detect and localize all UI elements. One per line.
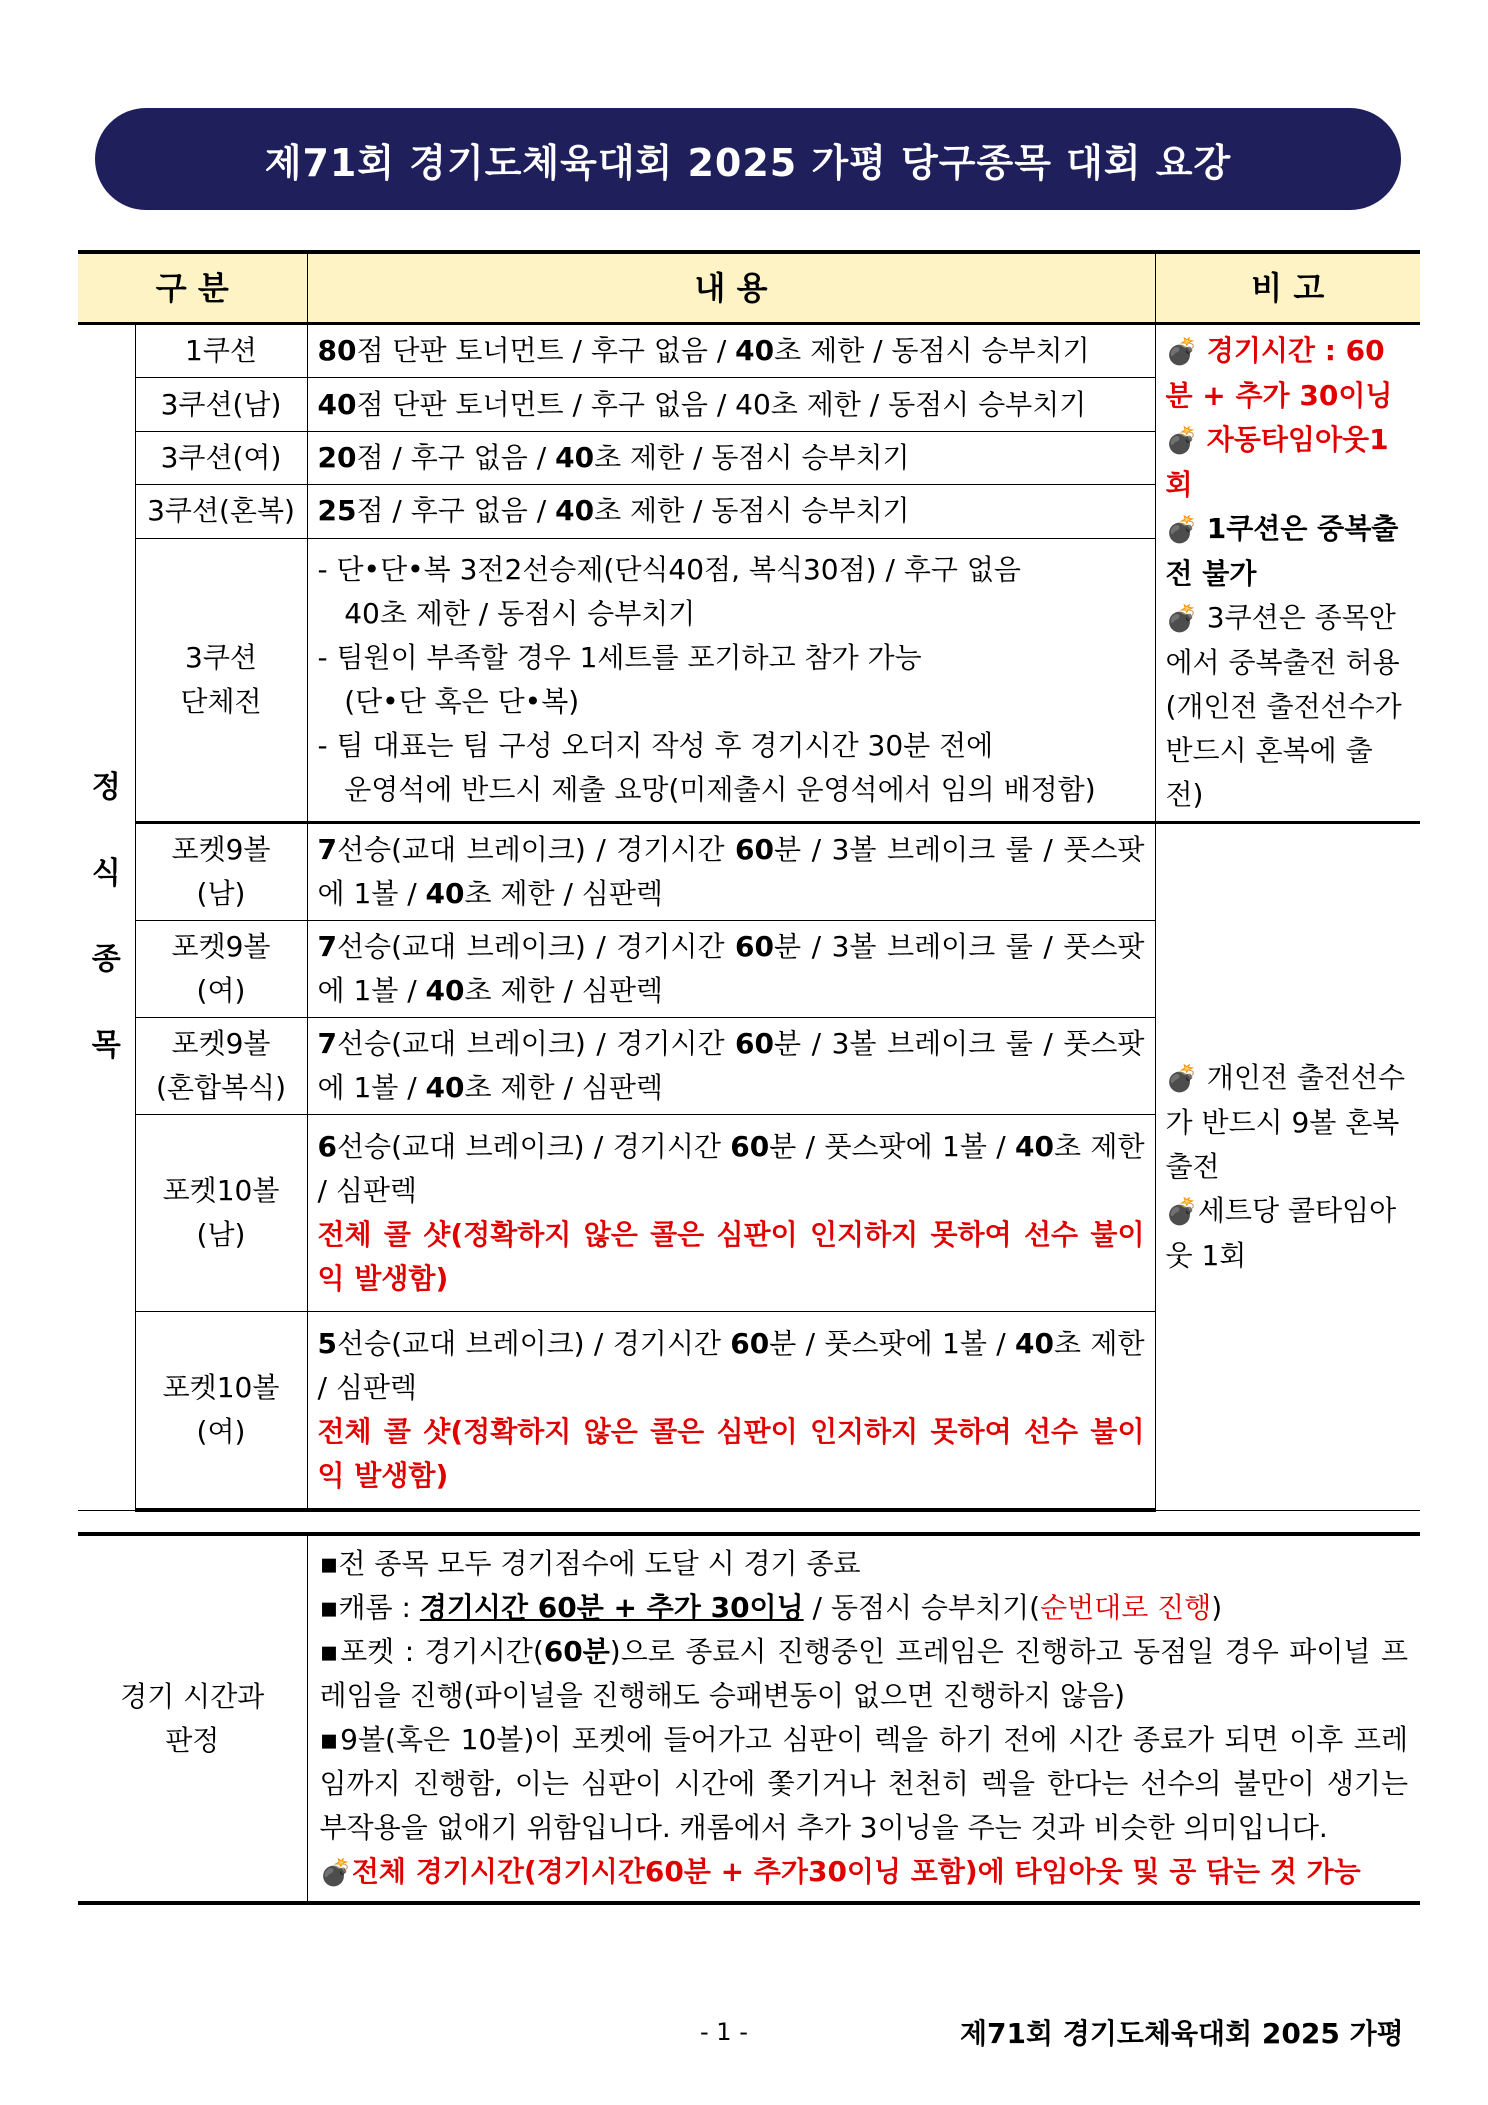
team-rule-line: 40초 제한 / 동점시 승부치기 [317, 596, 696, 630]
team-rule-line: 운영석에 반드시 제출 요망(미제출시 운영석에서 임의 배정함) [317, 772, 1096, 806]
header-remark: 비 고 [1155, 252, 1420, 324]
event-name-line: (남) [196, 877, 246, 910]
timing-item: ▪전 종목 모두 경기점수에 도달 시 경기 종료 [319, 1547, 861, 1580]
content-segment: 25 [317, 494, 357, 528]
bomb-icon: 💣 [1165, 337, 1198, 367]
team-rule-line: - 팀 대표는 팀 구성 오더지 작성 후 경기시간 30분 전에 [317, 728, 994, 762]
event-name: 1쿠션 [135, 324, 307, 378]
timing-item: 💣전체 경기시간(경기시간60분 + 추가30이닝 포함)에 타임아웃 및 공 닦는 것 가능 [319, 1855, 1361, 1888]
content-segment: 40 [555, 441, 595, 475]
timing-label-line: 경기 시간과 [120, 1679, 265, 1713]
content-segment: 점 단판 토너먼트 / 후구 없음 / 40초 제한 / 동점시 승부치기 [356, 387, 1087, 421]
event-content [307, 485, 1155, 538]
content-segment: 40 [317, 387, 357, 421]
footer-title: 제71회 경기도체육대회 2025 가평 [960, 2017, 1404, 2050]
event-content: 7선승(교대 브레이크) / 경기시간 60분 / 3볼 브레이크 룰 / 풋스팟에 1볼 / 40초 제한 / 심판렉 [307, 1018, 1155, 1115]
square-bullet-icon: ▪ [319, 1547, 339, 1580]
content-segment: 40 [425, 1071, 465, 1104]
event-content: 7선승(교대 브레이크) / 경기시간 60분 / 3볼 브레이크 룰 / 풋스팟에 1볼 / 40초 제한 / 심판렉 [307, 823, 1155, 921]
timing-item: ▪캐롬 : 경기시간 60분 + 추가 30이닝 / 동점시 승부치기(순번대로 진행) [319, 1591, 1223, 1624]
event-name [135, 1115, 307, 1312]
event-rule: 5선승(교대 브레이크) / 경기시간 60분 / 풋스팟에 1볼 / 40초 제한 / 심판렉 [317, 1327, 1145, 1404]
content-segment: 80 [317, 334, 357, 368]
square-bullet-icon: ▪ [319, 1591, 339, 1624]
table-row [78, 1534, 1420, 1903]
timing-item: ▪9볼(혹은 10볼)이 포켓에 들어가고 심판이 렉을 하기 전에 시간 종료가 되면 이후 프레임까지 진행함, 이는 심판이 시간에 쫓기거나 천천히 렉을 한다는 선수의 불만이 생기는 부작용을 없애기 위함입니다. 캐롬에서 추가 3이닝을 주는 것과 비슷한 의미입니다. [319, 1723, 1408, 1844]
content-segment: 40 [555, 494, 595, 528]
content-segment: 점 / 후구 없음 / [356, 494, 556, 528]
event-name: 3쿠션(여) [135, 431, 307, 484]
content-segment: 6 [317, 1130, 337, 1163]
event-name [135, 538, 307, 822]
event-content [307, 1115, 1155, 1312]
bomb-icon: 💣 [1165, 515, 1198, 545]
title-banner [95, 108, 1401, 210]
bomb-icon: 💣 [319, 1858, 352, 1888]
event-name: 3쿠션(혼복) [135, 485, 307, 538]
content-segment: 60 [735, 930, 775, 963]
event-name [135, 1312, 307, 1511]
event-name-line: 포켓9볼 [171, 833, 271, 866]
event-name-line: (혼합복식) [155, 1071, 287, 1104]
header-content: 내 용 [307, 252, 1155, 324]
event-name: 3쿠션(남) [135, 378, 307, 431]
content-segment: 초 제한 / 동점시 승부치기 [774, 334, 1090, 368]
remark-item: 💣세트당 콜타임아웃 1회 [1165, 1193, 1397, 1272]
content-segment: 40 [425, 974, 465, 1007]
bomb-icon: 💣 [1165, 604, 1198, 634]
content-segment: 점 / 후구 없음 / [356, 441, 556, 475]
timing-label-line: 판정 [165, 1723, 220, 1757]
event-table [78, 250, 1420, 1512]
remark-item: 💣 자동타임아웃1회 [1165, 423, 1389, 501]
content-segment: 60 [735, 1027, 775, 1060]
team-rule-line: (단•단 혹은 단•복) [317, 684, 580, 718]
content-segment: 7 [317, 833, 337, 866]
team-name-line: 단체전 [180, 684, 262, 718]
page-title: 제71회 경기도체육대회 2025 가평 당구종목 대회 요강 [264, 140, 1232, 185]
event-content [307, 538, 1155, 822]
timing-item: ▪포켓 : 경기시간(60분)으로 종료시 진행중인 프레임은 진행하고 동점일 경우 파이널 프레임을 진행(파이널을 진행해도 승패변동이 없으면 진행하지 않음) [319, 1635, 1409, 1712]
event-name-line: 포켓10볼 [162, 1174, 280, 1207]
call-shot-warning: 전체 콜 샷(정확하지 않은 콜은 심판이 인지하지 못하여 선수 불이익 발생함) [317, 1218, 1145, 1295]
call-shot-warning: 전체 콜 샷(정확하지 않은 콜은 심판이 인지하지 못하여 선수 불이익 발생함) [317, 1415, 1145, 1492]
event-content: 7선승(교대 브레이크) / 경기시간 60분 / 3볼 브레이크 룰 / 풋스팟에 1볼 / 40초 제한 / 심판렉 [307, 921, 1155, 1018]
team-rule-line: - 단•단•복 3전2선승제(단식40점, 복식30점) / 후구 없음 [317, 552, 1021, 586]
event-name-line: (여) [196, 974, 246, 1007]
team-rule-line: - 팀원이 부족할 경우 1세트를 포기하고 참가 가능 [317, 640, 922, 674]
content-segment: 7 [317, 1027, 337, 1060]
event-name [135, 1018, 307, 1115]
bomb-icon: 💣 [1165, 1196, 1198, 1227]
event-name-line: 포켓10볼 [162, 1371, 280, 1404]
bomb-icon: 💣 [1165, 426, 1198, 456]
category-label [78, 324, 135, 1511]
content-segment: 7 [317, 930, 337, 963]
square-bullet-icon: ▪ [319, 1723, 341, 1756]
event-content [307, 431, 1155, 484]
table-header [78, 252, 1420, 324]
content-segment: 초 제한 / 동점시 승부치기 [594, 494, 910, 528]
timing-label [78, 1534, 307, 1903]
remark-item: 💣 1쿠션은 중복출전 불가 [1165, 512, 1399, 590]
event-name-line: (여) [196, 1415, 246, 1448]
team-name-line: 3쿠션 [185, 640, 257, 674]
header-category: 구 분 [78, 252, 307, 324]
event-content [307, 1312, 1155, 1511]
event-content [307, 378, 1155, 431]
content-segment: 40 [1015, 1130, 1054, 1163]
content-segment: 점 단판 토너먼트 / 후구 없음 / [356, 334, 736, 368]
content-segment: 40 [735, 334, 775, 368]
square-bullet-icon: ▪ [319, 1635, 341, 1668]
event-name [135, 921, 307, 1018]
content-segment: 20 [317, 441, 357, 475]
timing-content [307, 1534, 1420, 1903]
event-rule: 6선승(교대 브레이크) / 경기시간 60분 / 풋스팟에 1볼 / 40초 제한 / 심판렉 [317, 1130, 1145, 1207]
table-row [78, 823, 1420, 921]
event-name-line: (남) [196, 1218, 246, 1251]
content-segment: 5 [317, 1327, 337, 1360]
remark-item: 💣 3쿠션은 종목안에서 중복출전 허용(개인전 출전선수가 반드시 혼복에 출전) [1165, 601, 1402, 811]
page-number: - 1 - [700, 2018, 748, 2046]
remark-pocket [1155, 823, 1420, 1511]
content-segment: 60 [735, 833, 775, 866]
event-content [307, 324, 1155, 378]
event-name-line: 포켓9볼 [171, 930, 271, 963]
content-segment: 초 제한 / 동점시 승부치기 [594, 441, 910, 475]
event-name [135, 823, 307, 921]
content-segment: 60 [730, 1327, 770, 1360]
remark-item: 💣 경기시간 : 60분 + 추가 30이닝 [1165, 334, 1393, 412]
timing-table [78, 1532, 1420, 1905]
remark-carom [1155, 324, 1420, 823]
category-text: 정 식 종 목 [91, 770, 121, 1064]
content-segment: 40 [425, 877, 465, 910]
content-segment: 40 [1015, 1327, 1054, 1360]
content-segment: 60 [730, 1130, 770, 1163]
event-name-line: 포켓9볼 [171, 1027, 271, 1060]
remark-item: 💣 개인전 출전선수가 반드시 9볼 혼복 출전 [1165, 1060, 1406, 1183]
bomb-icon: 💣 [1165, 1063, 1198, 1094]
table-row [78, 324, 1420, 378]
